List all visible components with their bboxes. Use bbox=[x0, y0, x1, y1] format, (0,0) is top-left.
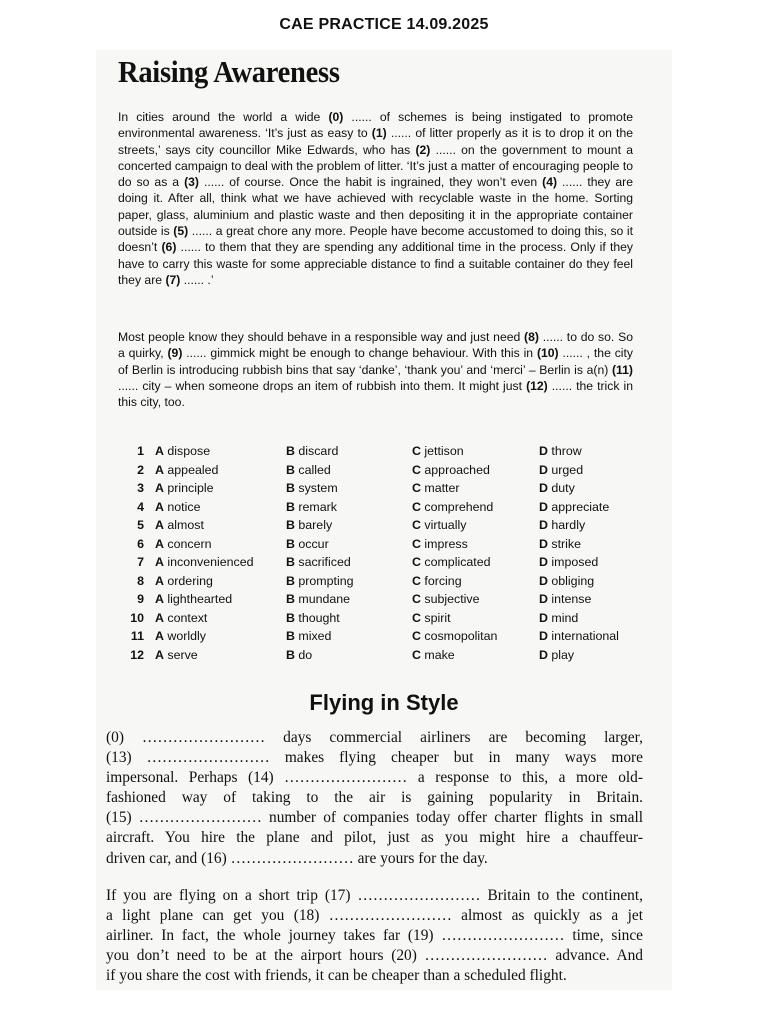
option-b bbox=[286, 518, 332, 532]
text-line: airliner. In fact, the whole journey takes far (19) …………………… time, since bbox=[106, 927, 643, 945]
option-word: remark bbox=[294, 499, 337, 514]
option-a bbox=[155, 555, 254, 569]
option-word: mixed bbox=[294, 629, 332, 643]
option-letter: B bbox=[286, 629, 295, 643]
option-d bbox=[539, 444, 582, 458]
option-word: ordering bbox=[163, 573, 213, 588]
option-word: complicated bbox=[420, 555, 491, 569]
option-d bbox=[539, 537, 581, 551]
gap-number: (8) bbox=[524, 330, 539, 344]
option-word: comprehend bbox=[420, 499, 494, 514]
option-b bbox=[286, 574, 354, 588]
option-word: almost bbox=[163, 518, 204, 532]
paragraph-text: ...... of course. Once the habit is ingrained, they won’t even bbox=[198, 175, 543, 190]
option-letter: C bbox=[412, 444, 421, 458]
option-row-5 bbox=[122, 518, 642, 537]
option-word: context bbox=[163, 610, 208, 625]
option-a bbox=[155, 444, 210, 458]
option-a bbox=[155, 463, 218, 477]
question-number: 11 bbox=[130, 629, 144, 643]
option-word: mundane bbox=[294, 592, 351, 606]
option-c bbox=[412, 574, 462, 588]
option-letter: C bbox=[412, 462, 421, 477]
option-a bbox=[155, 629, 206, 643]
paragraph-text: ...... of litter properly as it is to drop it on the streets,’ says city councillor Mike Edwards, who has bbox=[118, 126, 633, 157]
option-letter: B bbox=[286, 647, 295, 662]
option-row-8 bbox=[122, 574, 642, 593]
option-a bbox=[155, 592, 232, 606]
option-word: international bbox=[547, 629, 619, 643]
option-letter: C bbox=[412, 610, 421, 625]
option-a bbox=[155, 574, 213, 588]
option-b bbox=[286, 629, 331, 643]
option-word: hardly bbox=[547, 518, 586, 532]
option-letter: D bbox=[539, 481, 548, 495]
text-line: driven car, and (16) …………………… are yours for the day. bbox=[106, 849, 488, 867]
option-row-11 bbox=[122, 629, 642, 648]
option-letter: A bbox=[155, 592, 164, 606]
paragraph-text: ...... city – when someone drops an item of rubbish into them. It might just bbox=[118, 378, 527, 393]
option-word: notice bbox=[163, 499, 201, 514]
text-line: (15) …………………… number of companies today offer charter flights in small bbox=[106, 809, 643, 827]
paragraph-text: ...... a great chore any more. People have become accustomed to doing this, so it doesn’t bbox=[118, 224, 634, 255]
option-row-3 bbox=[122, 481, 642, 500]
option-word: forcing bbox=[420, 573, 462, 588]
paragraph-text: In cities around the world a wide bbox=[118, 110, 329, 124]
option-c bbox=[412, 555, 491, 569]
option-letter: B bbox=[286, 573, 295, 588]
option-letter: A bbox=[155, 499, 164, 514]
option-word: principle bbox=[163, 481, 214, 495]
paragraph-text: ...... they are doing it. After all, think what we have achieved with recyclable waste in the home. Sorting paper, glass, aluminium and plastic waste and then depositing it in the appropriate container outside is bbox=[118, 175, 634, 239]
option-row-4 bbox=[122, 500, 642, 519]
options-table bbox=[122, 444, 642, 666]
flying-paragraph-1 bbox=[106, 728, 643, 869]
option-row-7 bbox=[122, 555, 642, 574]
option-a bbox=[155, 537, 211, 551]
text-line: impersonal. Perhaps (14) …………………… a response to this, a more old- bbox=[106, 769, 643, 787]
option-word: approached bbox=[420, 462, 490, 477]
option-word: intense bbox=[547, 592, 592, 606]
option-a bbox=[155, 481, 214, 495]
option-letter: B bbox=[286, 462, 295, 477]
option-row-10 bbox=[122, 611, 642, 630]
option-word: make bbox=[420, 647, 455, 662]
option-word: play bbox=[547, 647, 575, 662]
option-a bbox=[155, 611, 207, 625]
option-d bbox=[539, 463, 583, 477]
option-b bbox=[286, 611, 340, 625]
question-number: 7 bbox=[137, 555, 144, 569]
raising-paragraph-1 bbox=[118, 109, 633, 288]
option-word: impress bbox=[420, 536, 468, 551]
option-word: barely bbox=[294, 518, 333, 532]
option-word: throw bbox=[547, 444, 582, 458]
option-d bbox=[539, 648, 574, 662]
option-letter: C bbox=[412, 573, 421, 588]
option-word: urged bbox=[547, 462, 584, 477]
option-letter: C bbox=[412, 518, 421, 532]
option-letter: D bbox=[539, 555, 548, 569]
option-word: prompting bbox=[294, 573, 354, 588]
option-c bbox=[412, 611, 451, 625]
option-d bbox=[539, 611, 578, 625]
paragraph-text: ...... to do so. So a quirky, bbox=[118, 330, 633, 361]
option-letter: D bbox=[539, 629, 548, 643]
flying-paragraph-2 bbox=[106, 886, 643, 986]
option-a bbox=[155, 500, 200, 514]
option-row-2 bbox=[122, 463, 642, 482]
question-number: 1 bbox=[137, 444, 144, 458]
option-word: mind bbox=[547, 610, 579, 625]
option-word: system bbox=[294, 481, 338, 495]
option-letter: D bbox=[539, 592, 548, 606]
page-header: CAE PRACTICE 14.09.2025 bbox=[279, 16, 489, 33]
option-word: discard bbox=[294, 444, 339, 458]
option-a bbox=[155, 648, 198, 662]
option-letter: B bbox=[286, 499, 295, 514]
option-row-9 bbox=[122, 592, 642, 611]
option-b bbox=[286, 537, 329, 551]
text-line: (0) …………………… days commercial airliners are becoming larger, bbox=[106, 729, 643, 746]
option-d bbox=[539, 629, 619, 643]
option-c bbox=[412, 444, 464, 458]
option-word: lighthearted bbox=[163, 592, 233, 606]
question-number: 12 bbox=[130, 647, 144, 662]
question-number: 5 bbox=[137, 518, 144, 532]
option-word: jettison bbox=[420, 444, 464, 458]
option-word: do bbox=[294, 647, 313, 662]
paragraph-text: ...... to them that they are spending any additional time in the process. Only if they have to carry this waste for some appreciable distance to find a suitable container do they feel they are bbox=[118, 240, 634, 287]
option-b bbox=[286, 500, 337, 514]
option-b bbox=[286, 481, 338, 495]
text-line: (13) …………………… makes flying cheaper but in many ways more bbox=[106, 749, 643, 767]
option-d bbox=[539, 518, 585, 532]
option-word: virtually bbox=[420, 518, 467, 532]
option-word: duty bbox=[547, 481, 575, 495]
paragraph-text: ...... .’ bbox=[180, 272, 214, 287]
question-number: 2 bbox=[137, 462, 144, 477]
option-word: appreciate bbox=[547, 499, 610, 514]
option-a bbox=[155, 518, 204, 532]
option-letter: D bbox=[539, 610, 548, 625]
paragraph-text: ...... , the city of Berlin is introducing rubbish bins that say ‘danke’, ‘thank you’ and ‘merci’ – Berlin is a(n) bbox=[118, 346, 633, 377]
option-word: matter bbox=[420, 481, 460, 495]
gap-number: (1) bbox=[371, 126, 387, 141]
option-c bbox=[412, 629, 497, 643]
paragraph-text: ...... of schemes is being instigated to promote environmental awareness. ‘It’s just as easy to bbox=[118, 110, 633, 141]
option-word: spirit bbox=[420, 610, 451, 625]
text-line: If you are flying on a short trip (17) …………………… Britain to the continent, bbox=[106, 887, 643, 904]
paragraph-text: ...... on the government to mount a concerted campaign to deal with the problem of litter. ‘It’s just a matter of encouraging people to do so as a bbox=[118, 142, 633, 190]
option-word: obliging bbox=[547, 573, 595, 588]
option-letter: A bbox=[155, 481, 164, 495]
gap-number: (11) bbox=[611, 362, 633, 377]
option-word: subjective bbox=[420, 592, 480, 606]
option-word: occur bbox=[294, 536, 329, 551]
gap-number: (4) bbox=[542, 175, 558, 190]
option-letter: D bbox=[539, 518, 548, 532]
option-b bbox=[286, 463, 331, 477]
gap-number: (6) bbox=[161, 240, 177, 255]
option-letter: C bbox=[412, 592, 421, 606]
option-word: serve bbox=[163, 647, 198, 662]
option-row-1 bbox=[122, 444, 642, 463]
option-d bbox=[539, 500, 609, 514]
question-number: 9 bbox=[137, 592, 144, 606]
option-c bbox=[412, 481, 460, 495]
gap-number: (0) bbox=[328, 110, 344, 124]
paragraph-text: Most people know they should behave in a responsible way and just need bbox=[118, 330, 525, 344]
option-d bbox=[539, 574, 594, 588]
raising-awareness-title: Raising Awareness bbox=[118, 54, 340, 89]
option-c bbox=[412, 500, 493, 514]
option-letter: D bbox=[539, 647, 548, 662]
gap-number: (2) bbox=[415, 142, 431, 157]
option-word: worldly bbox=[163, 629, 206, 643]
gap-number: (10) bbox=[536, 346, 559, 361]
option-letter: A bbox=[155, 462, 164, 477]
text-line: you don’t need to be at the airport hours (20) …………………… advance. And bbox=[106, 947, 643, 965]
option-row-6 bbox=[122, 537, 642, 556]
option-letter: B bbox=[286, 481, 295, 495]
option-word: thought bbox=[294, 610, 340, 625]
option-letter: D bbox=[539, 462, 548, 477]
option-letter: A bbox=[155, 555, 164, 569]
option-word: called bbox=[294, 462, 331, 477]
option-b bbox=[286, 648, 312, 662]
text-line: fashioned way of taking to the air is gaining popularity in Britain. bbox=[106, 789, 643, 807]
option-letter: C bbox=[412, 481, 421, 495]
gap-number: (7) bbox=[165, 272, 181, 287]
gap-number: (3) bbox=[184, 175, 199, 190]
option-c bbox=[412, 592, 480, 606]
question-number: 3 bbox=[137, 481, 144, 495]
option-letter: A bbox=[155, 573, 164, 588]
option-letter: A bbox=[155, 536, 164, 551]
option-letter: A bbox=[155, 610, 164, 625]
option-letter: C bbox=[412, 555, 421, 569]
option-letter: B bbox=[286, 610, 295, 625]
option-word: cosmopolitan bbox=[420, 629, 498, 643]
paragraph-text: ...... the trick in this city, too. bbox=[118, 378, 633, 410]
text-line: if you share the cost with friends, it can be cheaper than a scheduled flight. bbox=[106, 967, 567, 985]
option-c bbox=[412, 648, 455, 662]
option-letter: C bbox=[412, 499, 421, 514]
option-word: sacrificed bbox=[294, 555, 351, 569]
text-line: aircraft. You hire the plane and pilot, just as you might hire a chauffeur- bbox=[106, 829, 643, 847]
gap-number: (12) bbox=[526, 378, 548, 393]
option-letter: C bbox=[412, 629, 421, 643]
option-c bbox=[412, 537, 468, 551]
option-d bbox=[539, 481, 575, 495]
option-b bbox=[286, 592, 350, 606]
option-letter: D bbox=[539, 536, 548, 551]
option-letter: B bbox=[286, 592, 295, 606]
question-number: 6 bbox=[137, 536, 144, 551]
option-word: strike bbox=[547, 536, 581, 551]
gap-number: (5) bbox=[173, 224, 189, 239]
option-letter: C bbox=[412, 647, 421, 662]
option-letter: A bbox=[155, 629, 164, 643]
paragraph-text: ...... gimmick might be enough to change behaviour. With this in bbox=[182, 346, 537, 361]
option-letter: D bbox=[539, 444, 548, 458]
flying-in-style-title: Flying in Style bbox=[309, 690, 459, 715]
option-letter: A bbox=[155, 647, 164, 662]
gap-number: (9) bbox=[167, 346, 183, 361]
option-word: dispose bbox=[163, 444, 211, 458]
option-letter: D bbox=[539, 499, 548, 514]
option-word: concern bbox=[163, 536, 212, 551]
question-number: 10 bbox=[130, 610, 144, 625]
option-d bbox=[539, 592, 591, 606]
question-number: 4 bbox=[137, 499, 144, 514]
option-b bbox=[286, 555, 351, 569]
question-number: 8 bbox=[137, 573, 144, 588]
option-word: inconvenienced bbox=[163, 555, 254, 569]
option-letter: B bbox=[286, 555, 295, 569]
option-c bbox=[412, 518, 466, 532]
option-c bbox=[412, 463, 490, 477]
option-letter: C bbox=[412, 536, 421, 551]
option-letter: B bbox=[286, 444, 295, 458]
option-letter: B bbox=[286, 518, 295, 532]
option-letter: A bbox=[155, 444, 164, 458]
option-b bbox=[286, 444, 338, 458]
option-letter: B bbox=[286, 536, 295, 551]
option-d bbox=[539, 555, 598, 569]
option-word: appealed bbox=[163, 462, 219, 477]
raising-paragraph-2 bbox=[118, 329, 633, 410]
text-line: a light plane can get you (18) …………………… almost as quickly as a jet bbox=[106, 907, 643, 925]
option-letter: D bbox=[539, 573, 548, 588]
option-letter: A bbox=[155, 518, 164, 532]
option-word: imposed bbox=[547, 555, 599, 569]
option-row-12 bbox=[122, 648, 642, 667]
